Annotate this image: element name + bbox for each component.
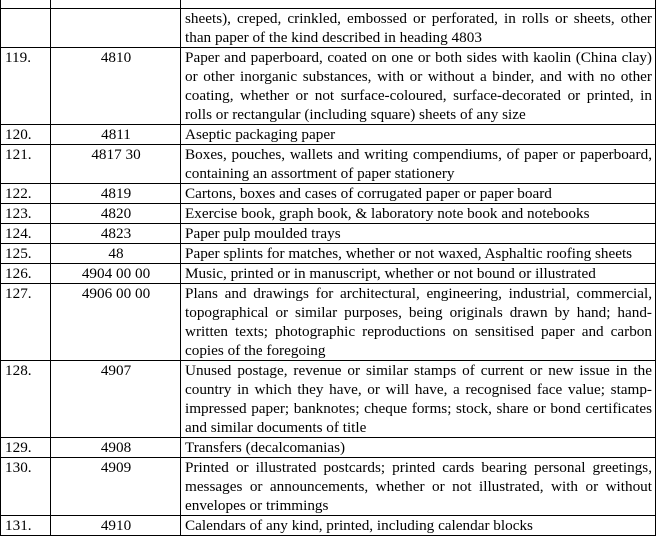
- description: Boxes, pouches, wallets and writing compendiums, of paper or paperboard, containing an assortment of paper stationery: [181, 145, 656, 184]
- description: Aseptic packaging paper: [181, 125, 656, 145]
- serial-number: 125.: [1, 244, 51, 264]
- table-row: [1, 184, 656, 204]
- description: sheets), creped, crinkled, embossed or perforated, in rolls or sheets, other than paper of the kind described in heading 4803: [181, 9, 656, 48]
- hs-code: 4908: [51, 438, 181, 458]
- table-row: [1, 361, 656, 438]
- hs-code: 4820: [51, 204, 181, 224]
- description: Paper pulp moulded trays: [181, 224, 656, 244]
- description: Printed or illustrated postcards; printed cards bearing personal greetings, messages or announcements, whether or not illustrated, with or without envelopes or trimmings: [181, 458, 656, 516]
- hs-code: 48: [51, 244, 181, 264]
- hs-code: 4906 00 00: [51, 284, 181, 361]
- table-row: [1, 458, 656, 516]
- description: Exercise book, graph book, & laboratory note book and notebooks: [181, 204, 656, 224]
- hs-code: 4819: [51, 184, 181, 204]
- serial-number: 127.: [1, 284, 51, 361]
- serial-number: 121.: [1, 145, 51, 184]
- serial-number: 119.: [1, 48, 51, 125]
- hs-code: 4811: [51, 125, 181, 145]
- hs-code: 4817 30: [51, 145, 181, 184]
- hs-code: 4810: [51, 48, 181, 125]
- hs-code: [51, 9, 181, 48]
- description: Paper splints for matches, whether or not waxed, Asphaltic roofing sheets: [181, 244, 656, 264]
- table-row: [1, 9, 656, 48]
- serial-number: 124.: [1, 224, 51, 244]
- serial-number: 129.: [1, 438, 51, 458]
- description: Transfers (decalcomanias): [181, 438, 656, 458]
- table-row: [1, 284, 656, 361]
- hs-code: 4909: [51, 458, 181, 516]
- table-row: [1, 264, 656, 284]
- description: Music, printed or in manuscript, whether or not bound or illustrated: [181, 264, 656, 284]
- serial-number: 122.: [1, 184, 51, 204]
- hs-code: 4910: [51, 516, 181, 536]
- table-row: [1, 48, 656, 125]
- table-row: [1, 125, 656, 145]
- table-row: [1, 224, 656, 244]
- serial-number: 130.: [1, 458, 51, 516]
- hs-code: 4823: [51, 224, 181, 244]
- serial-number: [1, 9, 51, 48]
- serial-number: 128.: [1, 361, 51, 438]
- serial-number: 123.: [1, 204, 51, 224]
- description: Calendars of any kind, printed, including calendar blocks: [181, 516, 656, 536]
- table-row: [1, 0, 656, 9]
- description: Paper and paperboard, coated on one or both sides with kaolin (China clay) or other inorganic substances, with or without a binder, and with no other coating, whether or not surface-coloured, surface-decorated or printed, in rolls or rectangular (including square) sheets of any size: [181, 48, 656, 125]
- serial-number: 120.: [1, 125, 51, 145]
- description: Plans and drawings for architectural, engineering, industrial, commercial, topographical or similar purposes, being originals drawn by hand; hand-written texts; photographic reproductions on sensitised paper and carbon copies of the foregoing: [181, 284, 656, 361]
- hs-code: 4904 00 00: [51, 264, 181, 284]
- serial-number: 126.: [1, 264, 51, 284]
- table-row: [1, 516, 656, 536]
- table-row: [1, 145, 656, 184]
- hs-code: 4907: [51, 361, 181, 438]
- table-row: [1, 204, 656, 224]
- table-row: [1, 244, 656, 264]
- table-row: [1, 438, 656, 458]
- serial-number: 131.: [1, 516, 51, 536]
- description: Cartons, boxes and cases of corrugated paper or paper board: [181, 184, 656, 204]
- description: Unused postage, revenue or similar stamps of current or new issue in the country in which they have, or will have, a recognised face value; stamp-impressed paper; banknotes; cheque forms; stock, share or bond certificates and similar documents of title: [181, 361, 656, 438]
